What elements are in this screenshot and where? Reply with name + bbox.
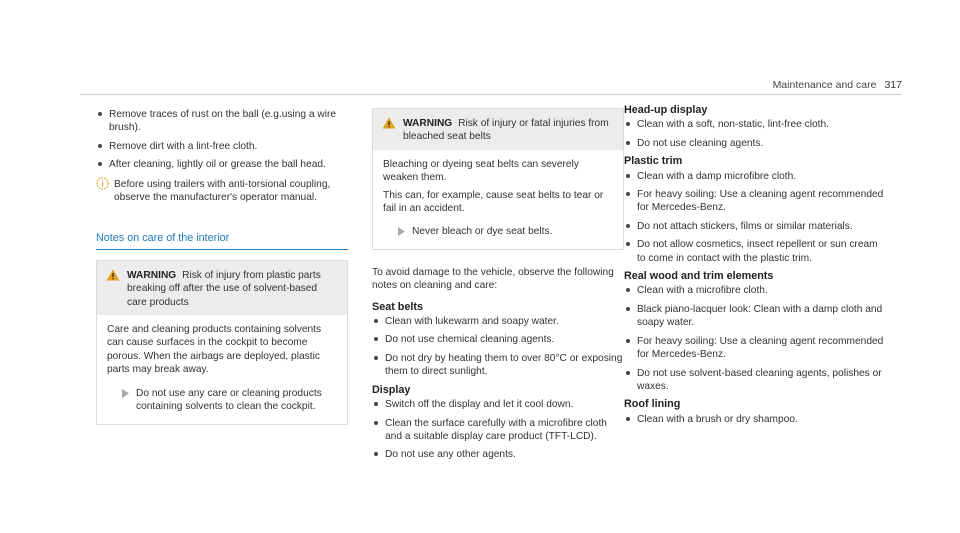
subheading-real-wood: Real wood and trim elements <box>624 270 774 283</box>
section-name: Maintenance and care <box>772 79 877 91</box>
list-item: Remove dirt with a lint-free cloth. <box>96 140 348 153</box>
warning-body <box>97 315 347 423</box>
arrow-right-icon <box>122 389 129 398</box>
list-item: Do not use cleaning agents. <box>624 137 886 150</box>
subheading-plastic-trim: Plastic trim <box>624 155 683 168</box>
warning-label: WARNING <box>403 118 453 129</box>
plastic-trim-list <box>624 170 886 265</box>
real-wood-list <box>624 284 886 393</box>
list-item: After cleaning, lightly oil or grease the ball head. <box>96 158 348 171</box>
arrow-right-icon <box>398 227 405 236</box>
list-item: Clean with a microfibre cloth. <box>624 284 886 297</box>
list-item: For heavy soiling: Use a cleaning agent recommended for Mercedes-Benz. <box>624 335 886 362</box>
subheading-head-up-display: Head-up display <box>624 104 708 116</box>
warning-action <box>107 387 337 414</box>
warning-text: Care and cleaning products containing solvents can cause surfaces in the cockpit to become porous. When the airbags are deployed, plastic parts may break away. <box>107 324 322 376</box>
list-item: Do not use solvent-based cleaning agents, polishes or waxes. <box>624 367 886 394</box>
running-head <box>773 79 902 91</box>
list-item: Do not attach stickers, films or similar materials. <box>624 220 886 233</box>
list-item: Clean with a damp microfibre cloth. <box>624 170 886 183</box>
subheading-display: Display <box>372 383 411 396</box>
page-number: 317 <box>884 79 902 91</box>
intro-paragraph: To avoid damage to the vehicle, observe the following notes on cleaning and care: <box>372 266 614 292</box>
list-item: Clean with lukewarm and soapy water. <box>372 315 624 328</box>
list-item: Do not use any other agents. <box>372 448 624 461</box>
ball-head-care-list <box>96 108 348 172</box>
note-text: Before using trailers with anti-torsional coupling, observe the manufacturer's operator manual. <box>114 178 331 204</box>
list-item: Do not allow cosmetics, insect repellent or sun cream to come in contact with the plastic trim. <box>624 238 886 265</box>
warning-label: WARNING <box>127 269 177 281</box>
warning-text: Bleaching or dyeing seat belts can severely weaken them. <box>383 158 579 184</box>
warning-icon <box>106 269 120 281</box>
warning-header <box>373 109 623 150</box>
info-icon <box>96 177 109 190</box>
subheading-roof-lining: Roof lining <box>624 398 681 411</box>
list-item: Clean the surface carefully with a microfibre cloth and a suitable display care product (TFT-LCD). <box>372 417 624 444</box>
seat-belts-list <box>372 315 624 379</box>
warning-title: Risk of injury from plastic parts breaking off after the use of solvent-based care products <box>127 269 321 308</box>
list-item: Switch off the display and let it cool down. <box>372 398 624 411</box>
list-item: Clean with a soft, non-static, lint-free cloth. <box>624 118 886 131</box>
warning-body <box>373 150 623 249</box>
warning-action-text: Do not use any care or cleaning products containing solvents to clean the cockpit. <box>136 387 322 413</box>
list-item: Do not dry by heating them to over 80°C or exposing them to direct sunlight. <box>372 352 624 379</box>
warning-text: This can, for example, cause seat belts to tear or fail in an accident. <box>383 189 604 215</box>
warning-action <box>383 225 613 238</box>
list-item: Black piano-lacquer look: Clean with a damp cloth and soapy water. <box>624 303 886 330</box>
list-item: For heavy soiling: Use a cleaning agent recommended for Mercedes-Benz. <box>624 188 886 215</box>
warning-header <box>97 261 347 315</box>
note <box>96 178 348 205</box>
section-title: Notes on care of the interior <box>96 232 348 249</box>
header-rule <box>80 94 902 95</box>
list-item: Remove traces of rust on the ball (e.g.using a wire brush). <box>96 108 348 135</box>
column-1 <box>96 108 348 425</box>
list-item: Do not use chemical cleaning agents. <box>372 333 624 346</box>
display-list <box>372 398 624 462</box>
column-3 <box>624 104 886 431</box>
warning-box <box>372 108 624 250</box>
warning-action-text: Never bleach or dye seat belts. <box>412 226 553 238</box>
list-item: Clean with a brush or dry shampoo. <box>624 413 886 426</box>
head-up-display-list <box>624 118 886 150</box>
roof-lining-list <box>624 413 886 426</box>
subheading-seat-belts: Seat belts <box>372 300 424 313</box>
warning-icon <box>382 117 396 129</box>
warning-box <box>96 260 348 425</box>
column-2 <box>372 108 624 467</box>
warning-title: Risk of injury or fatal injuries from bleached seat belts <box>403 118 609 143</box>
